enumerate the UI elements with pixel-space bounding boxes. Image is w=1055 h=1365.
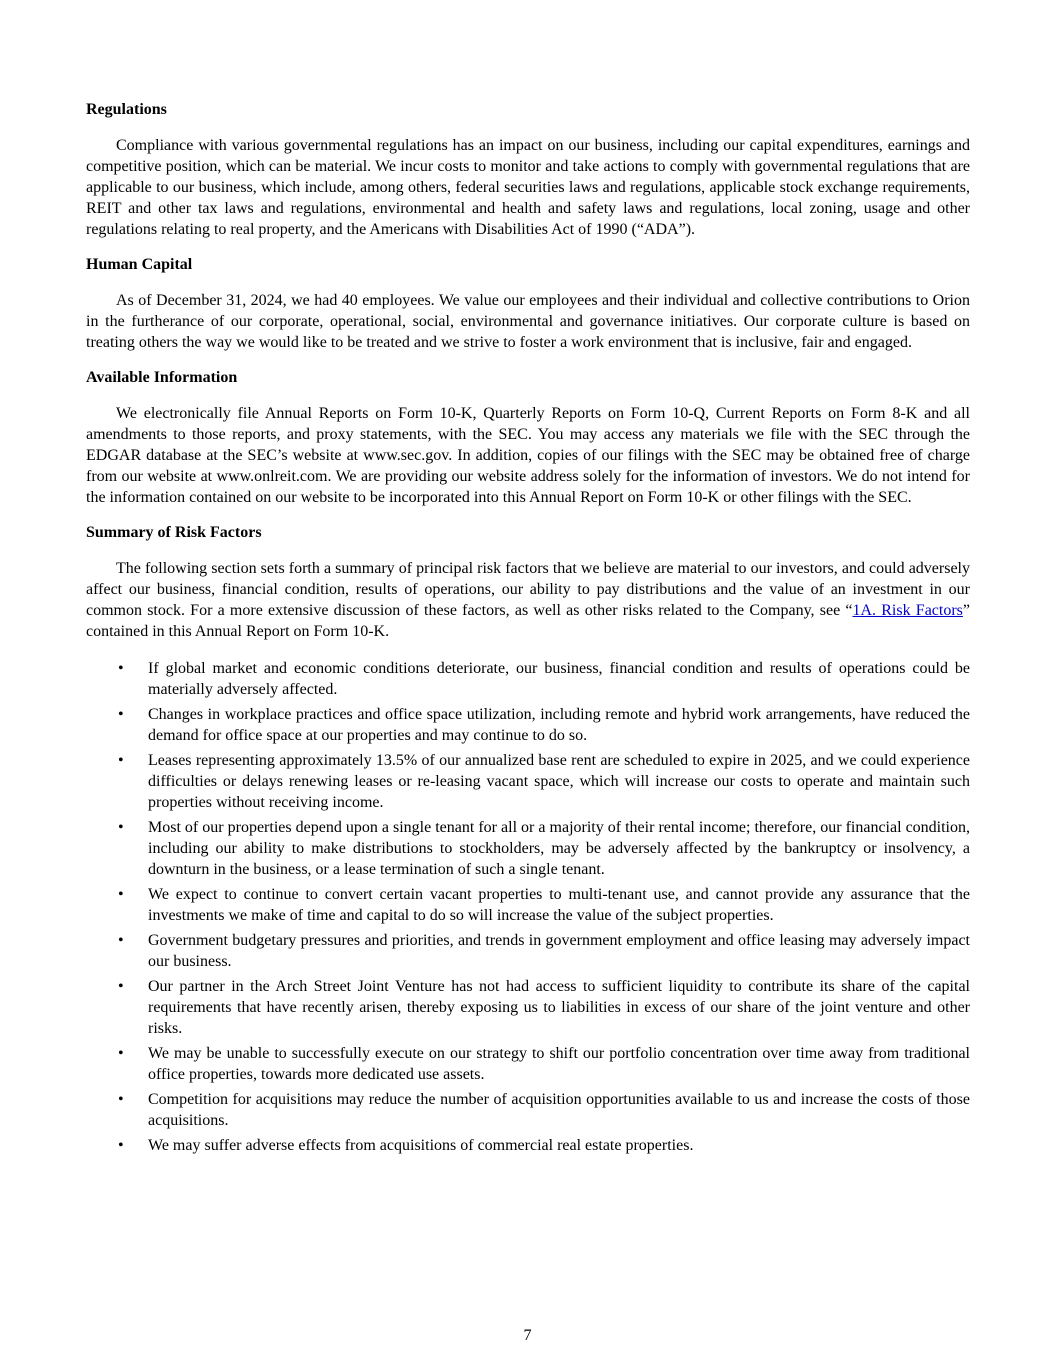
list-item	[86, 1089, 970, 1131]
available-information-paragraph: We electronically file Annual Reports on Form 10-K, Quarterly Reports on Form 10-Q, Current Reports on Form 8-K and all amendments to those reports, and proxy statements, with the SEC. You may access any materials we file with the SEC through the EDGAR database at the SEC’s website at www.sec.gov. In addition, copies of our filings with the SEC may be obtained free of charge from our website at www.onlreit.com. We are providing our website address solely for the information of investors. We do not intend for the information contained on our website to be incorporated into this Annual Report on Form 10-K or other filings with the SEC.	[86, 405, 970, 506]
list-item	[86, 930, 970, 972]
risk-summary-paragraph	[86, 558, 970, 642]
section-heading-risk-summary: Summary of Risk Factors	[86, 524, 262, 541]
bullet-text: If global market and economic conditions deteriorate, our business, financial condition and results of operations could be materially adversely affected.	[148, 660, 970, 698]
bullet-text: Competition for acquisitions may reduce the number of acquisition opportunities available to us and increase the costs of those acquisitions.	[148, 1091, 970, 1129]
section-heading-human-capital: Human Capital	[86, 256, 193, 273]
page-number: 7	[523, 1327, 532, 1344]
bullet-icon: •	[118, 752, 124, 769]
bullet-icon: •	[118, 706, 124, 723]
list-item	[86, 1043, 970, 1085]
list-item	[86, 704, 970, 746]
bullet-icon: •	[118, 660, 124, 677]
bullet-icon: •	[118, 978, 124, 995]
risk-factor-list	[86, 658, 970, 1156]
bullet-text: Most of our properties depend upon a single tenant for all or a majority of their rental income; therefore, our financial condition, including our ability to make distributions to stockholders, may be adversely affected by the bankruptcy or insolvency, a downturn in the business, or a lease termination of such a single tenant.	[148, 819, 970, 878]
regulations-paragraph: Compliance with various governmental regulations has an impact on our business, including our capital expenditures, earnings and competitive position, which can be material. We incur costs to monitor and take actions to comply with governmental regulations that are applicable to our business, which include, among others, federal securities laws and regulations, applicable stock exchange requirements, REIT and other tax laws and regulations, environmental and health and safety laws and regulations, local zoning, usage and other regulations relating to real property, and the Americans with Disabilities Act of 1990 (“ADA”).	[86, 137, 970, 238]
list-item	[86, 658, 970, 700]
human-capital-paragraph: As of December 31, 2024, we had 40 employees. We value our employees and their individual and collective contributions to Orion in the furtherance of our corporate, operational, social, environmental and governance initiatives. Our corporate culture is based on treating others the way we would like to be treated and we strive to foster a work environment that is inclusive, fair and engaged.	[86, 292, 970, 351]
bullet-icon: •	[118, 932, 124, 949]
bullet-text: Our partner in the Arch Street Joint Venture has not had access to sufficient liquidity to contribute its share of the capital requirements that have recently arisen, thereby exposing us to liabilities in excess of our share of the joint venture and other risks.	[148, 978, 970, 1037]
section-risk-summary	[86, 522, 970, 642]
bullet-icon: •	[118, 1137, 124, 1154]
risk-summary-text-after-link: ” contained in this Annual Report on Form 10-K.	[86, 602, 971, 640]
risk-summary-text-before-link: The following section sets forth a summary of principal risk factors that we believe are material to our investors, and could adversely affect our business, financial condition, results of operations, our ability to pay distributions and the value of an investment in our common stock. For a more extensive discussion of these factors, as well as other risks related to the Company, see “	[86, 560, 970, 619]
list-item	[86, 884, 970, 926]
section-regulations	[86, 99, 970, 240]
bullet-icon: •	[118, 1091, 124, 1108]
section-available-information	[86, 367, 970, 508]
list-item	[86, 750, 970, 813]
bullet-icon: •	[118, 1045, 124, 1062]
bullet-icon: •	[118, 819, 124, 836]
list-item	[86, 976, 970, 1039]
bullet-text: We may suffer adverse effects from acquisitions of commercial real estate properties.	[148, 1137, 694, 1154]
risk-factors-link[interactable]: 1A. Risk Factors	[852, 602, 963, 619]
bullet-text: Government budgetary pressures and priorities, and trends in government employment and office leasing may adversely impact our business.	[148, 932, 970, 970]
list-item	[86, 1135, 970, 1156]
list-item	[86, 817, 970, 880]
bullet-text: We expect to continue to convert certain vacant properties to multi-tenant use, and cannot provide any assurance that the investments we make of time and capital to do so will increase the value of the subject properties.	[148, 886, 970, 924]
bullet-icon: •	[118, 886, 124, 903]
bullet-text: Leases representing approximately 13.5% of our annualized base rent are scheduled to expire in 2025, and we could experience difficulties or delays renewing leases or re-leasing vacant space, which will increase our costs to operate and maintain such properties without receiving income.	[148, 752, 970, 811]
bullet-text: We may be unable to successfully execute on our strategy to shift our portfolio concentration over time away from traditional office properties, towards more dedicated use assets.	[148, 1045, 970, 1083]
section-human-capital	[86, 254, 970, 353]
section-heading-regulations: Regulations	[86, 101, 167, 118]
section-heading-available-information: Available Information	[86, 369, 238, 386]
bullet-text: Changes in workplace practices and office space utilization, including remote and hybrid work arrangements, have reduced the demand for office space at our properties and may continue to do so.	[148, 706, 970, 744]
